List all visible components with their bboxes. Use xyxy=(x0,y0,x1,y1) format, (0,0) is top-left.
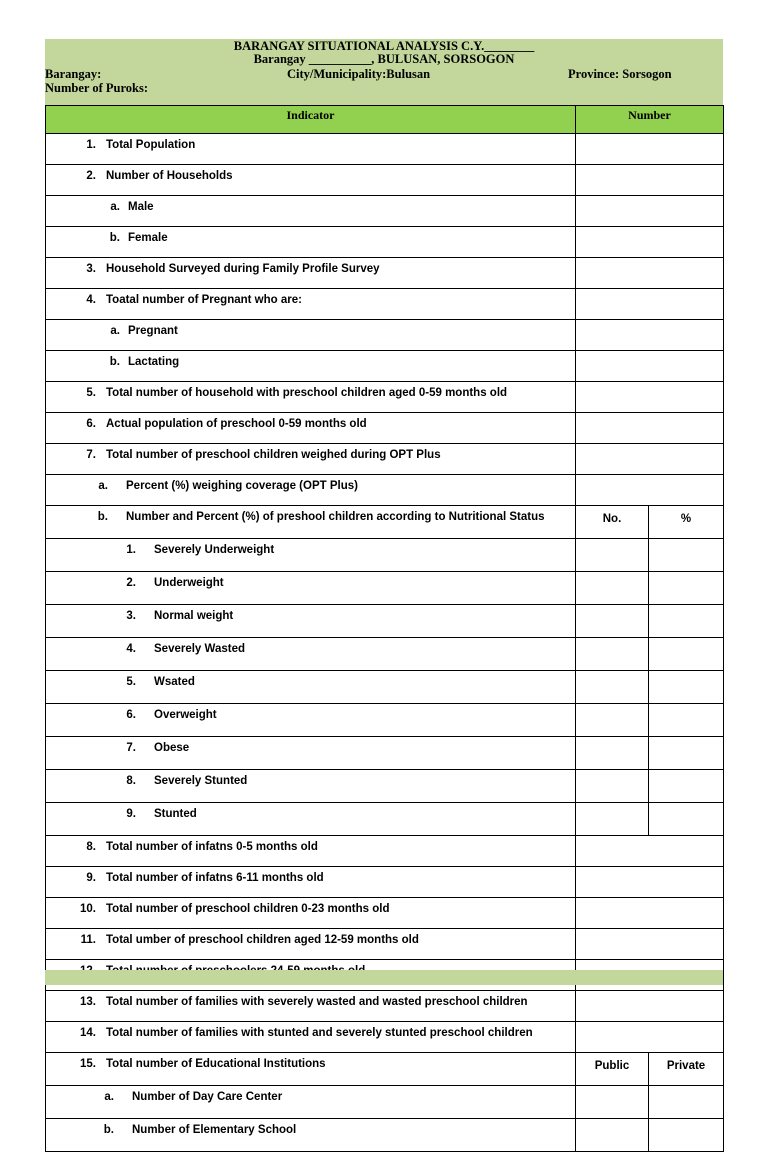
value-cell[interactable] xyxy=(576,227,724,258)
indicator-number: 4. xyxy=(126,643,136,655)
indicator-label: Severely Wasted xyxy=(154,643,245,655)
indicator-number: 8. xyxy=(126,775,136,787)
indicator-number: b. xyxy=(109,232,120,244)
value-cell-left[interactable] xyxy=(576,704,649,737)
indicator-cell xyxy=(46,320,576,351)
table-row xyxy=(46,605,724,638)
city-municipality-label: City/Municipality:Bulusan xyxy=(287,67,431,81)
indicator-number: 15. xyxy=(80,1058,96,1070)
indicator-label: Percent (%) weighing coverage (OPT Plus) xyxy=(126,480,358,492)
subcolumn-header-right: % xyxy=(649,506,724,539)
table-row xyxy=(46,671,724,704)
table-row xyxy=(46,1086,724,1119)
indicator-label: Wsated xyxy=(154,676,195,688)
indicator-cell xyxy=(46,572,576,605)
table-row xyxy=(46,737,724,770)
value-cell-right[interactable] xyxy=(649,1119,724,1152)
indicator-cell xyxy=(46,803,576,836)
value-cell[interactable] xyxy=(576,351,724,382)
indicator-label: Total number of Educational Institutions xyxy=(106,1058,326,1070)
table-row xyxy=(46,413,724,444)
subcolumn-header-left: Public xyxy=(576,1053,649,1086)
indicator-label: Normal weight xyxy=(154,610,234,622)
table-row xyxy=(46,289,724,320)
value-cell[interactable] xyxy=(576,258,724,289)
indicator-number: 3. xyxy=(86,263,96,275)
indicator-number: 3. xyxy=(126,610,136,622)
indicator-number: 2. xyxy=(86,170,96,182)
value-cell-right[interactable] xyxy=(649,1086,724,1119)
table-row xyxy=(46,475,724,506)
value-cell-left[interactable] xyxy=(576,638,649,671)
indicator-cell xyxy=(46,196,576,227)
indicator-cell xyxy=(46,506,576,539)
table-row xyxy=(46,382,724,413)
indicator-cell xyxy=(46,898,576,929)
indicator-label: Severely Underweight xyxy=(154,544,275,556)
indicator-label: Severely Stunted xyxy=(154,775,248,787)
indicator-label: Toatal number of Pregnant who are: xyxy=(106,294,302,306)
indicator-label: Pregnant xyxy=(128,325,178,337)
indicator-label: Number and Percent (%) of preshool children according to Nutritional Status xyxy=(126,511,545,523)
table-row xyxy=(46,803,724,836)
value-cell-left[interactable] xyxy=(576,737,649,770)
value-cell-right[interactable] xyxy=(649,803,724,836)
value-cell[interactable] xyxy=(576,382,724,413)
indicator-cell xyxy=(46,737,576,770)
indicator-label: Total number of household with preschool children aged 0-59 months old xyxy=(106,387,508,399)
value-cell[interactable] xyxy=(576,165,724,196)
table-row xyxy=(46,165,724,196)
barangay-label: Barangay: xyxy=(45,67,102,81)
indicator-cell xyxy=(46,671,576,704)
form-title: BARANGAY SITUATIONAL ANALYSIS C.Y.________ xyxy=(233,39,535,53)
indicator-cell xyxy=(46,289,576,320)
indicator-cell xyxy=(46,605,576,638)
table-row xyxy=(46,320,724,351)
indicator-number: b. xyxy=(109,356,120,368)
indicator-rows xyxy=(46,134,724,1152)
table-row xyxy=(46,770,724,803)
footer-band xyxy=(45,970,723,985)
value-cell-right[interactable] xyxy=(649,737,724,770)
value-cell[interactable] xyxy=(576,413,724,444)
value-cell-right[interactable] xyxy=(649,572,724,605)
indicator-number: 9. xyxy=(86,872,96,884)
indicator-cell xyxy=(46,1086,576,1119)
table-row xyxy=(46,506,724,539)
value-cell-left[interactable] xyxy=(576,605,649,638)
value-cell-left[interactable] xyxy=(576,770,649,803)
number-of-puroks-label: Number of Puroks: xyxy=(45,81,149,95)
table-row xyxy=(46,227,724,258)
table-row xyxy=(46,258,724,289)
indicator-label: Female xyxy=(128,232,168,244)
value-cell[interactable] xyxy=(576,444,724,475)
number-column-header: Number xyxy=(576,106,724,134)
table-row xyxy=(46,444,724,475)
table-row xyxy=(46,991,724,1022)
indicator-label: Underweight xyxy=(154,577,224,589)
indicator-cell xyxy=(46,165,576,196)
indicator-number: 10. xyxy=(80,903,96,915)
indicator-label: Obese xyxy=(154,742,190,754)
indicator-number: 1. xyxy=(86,139,96,151)
indicator-label: Total number of families with severely wasted and wasted preschool children xyxy=(106,996,528,1008)
indicator-label: Stunted xyxy=(154,808,197,820)
indicator-label: Household Surveyed during Family Profile Survey xyxy=(106,263,380,275)
value-cell-right[interactable] xyxy=(649,605,724,638)
indicator-cell xyxy=(46,227,576,258)
indicator-cell xyxy=(46,836,576,867)
indicator-label: Number of Elementary School xyxy=(132,1124,297,1136)
indicator-number: 9. xyxy=(126,808,136,820)
indicator-cell xyxy=(46,258,576,289)
indicator-label: Total number of preschool children weighed during OPT Plus xyxy=(106,449,441,461)
indicator-number: b. xyxy=(103,1124,114,1136)
indicator-label: Total number of infatns 0-5 months old xyxy=(106,841,318,853)
indicator-label: Total umber of preschool children aged 12-59 months old xyxy=(106,934,419,946)
value-cell-right[interactable] xyxy=(649,539,724,572)
value-cell-right[interactable] xyxy=(649,638,724,671)
indicator-number: a. xyxy=(110,325,120,337)
table-row xyxy=(46,638,724,671)
form-subtitle: Barangay __________, BULUSAN, SORSOGON xyxy=(253,52,515,66)
indicator-cell xyxy=(46,638,576,671)
indicator-label: Number of Households xyxy=(106,170,233,182)
indicator-label: Lactating xyxy=(128,356,180,368)
table-row xyxy=(46,1053,724,1086)
value-cell-left[interactable] xyxy=(576,1119,649,1152)
value-cell[interactable] xyxy=(576,836,724,867)
indicator-cell xyxy=(46,991,576,1022)
indicator-cell xyxy=(46,770,576,803)
form-sheet xyxy=(45,39,723,1136)
table-row xyxy=(46,836,724,867)
province-label: Province: Sorsogon xyxy=(568,67,672,81)
indicator-label: Overweight xyxy=(154,709,217,721)
indicator-label: Actual population of preschool 0-59 months old xyxy=(106,418,367,430)
indicator-label: Total Population xyxy=(106,139,196,151)
indicator-cell xyxy=(46,539,576,572)
indicator-number: 11. xyxy=(80,934,96,946)
indicator-cell xyxy=(46,134,576,165)
table-row xyxy=(46,572,724,605)
indicator-cell xyxy=(46,444,576,475)
indicator-number: 6. xyxy=(126,709,136,721)
indicator-cell xyxy=(46,413,576,444)
value-cell-right[interactable] xyxy=(649,704,724,737)
table-row xyxy=(46,539,724,572)
indicator-table xyxy=(45,105,724,1152)
indicator-number: 13. xyxy=(80,996,96,1008)
table-row xyxy=(46,867,724,898)
indicator-cell xyxy=(46,382,576,413)
indicator-cell xyxy=(46,929,576,960)
indicator-label: Number of Day Care Center xyxy=(132,1091,283,1103)
value-cell-right[interactable] xyxy=(649,770,724,803)
indicator-cell xyxy=(46,1022,576,1053)
indicator-label: Total number of preschool children 0-23 months old xyxy=(106,903,390,915)
value-cell-right[interactable] xyxy=(649,671,724,704)
indicator-number: 8. xyxy=(86,841,96,853)
value-cell[interactable] xyxy=(576,898,724,929)
indicator-cell xyxy=(46,1119,576,1152)
table-row xyxy=(46,134,724,165)
value-cell[interactable] xyxy=(576,929,724,960)
value-cell[interactable] xyxy=(576,320,724,351)
indicator-cell xyxy=(46,867,576,898)
table-row xyxy=(46,196,724,227)
indicator-number: 7. xyxy=(86,449,96,461)
indicator-number: a. xyxy=(110,201,120,213)
value-cell[interactable] xyxy=(576,475,724,506)
indicator-column-header: Indicator xyxy=(46,106,576,134)
table-row xyxy=(46,704,724,737)
indicator-number: 14. xyxy=(80,1027,96,1039)
indicator-number: 2. xyxy=(126,577,136,589)
indicator-number: 1. xyxy=(126,544,136,556)
value-cell-left[interactable] xyxy=(576,671,649,704)
value-cell-left[interactable] xyxy=(576,572,649,605)
value-cell[interactable] xyxy=(576,134,724,165)
value-cell[interactable] xyxy=(576,289,724,320)
value-cell[interactable] xyxy=(576,867,724,898)
value-cell[interactable] xyxy=(576,991,724,1022)
value-cell-left[interactable] xyxy=(576,539,649,572)
indicator-cell xyxy=(46,351,576,382)
indicator-number: 4. xyxy=(86,294,96,306)
indicator-label: Total number of infatns 6-11 months old xyxy=(106,872,324,884)
indicator-label: Male xyxy=(128,201,154,213)
value-cell[interactable] xyxy=(576,1022,724,1053)
form-header xyxy=(45,39,723,105)
indicator-number: 5. xyxy=(126,676,136,688)
indicator-cell xyxy=(46,475,576,506)
value-cell-left[interactable] xyxy=(576,803,649,836)
indicator-label: Total number of families with stunted and severely stunted preschool children xyxy=(106,1027,533,1039)
subcolumn-header-right: Private xyxy=(649,1053,724,1086)
indicator-number: 7. xyxy=(126,742,136,754)
table-row xyxy=(46,351,724,382)
table-row xyxy=(46,1022,724,1053)
table-row xyxy=(46,1119,724,1152)
indicator-cell xyxy=(46,704,576,737)
value-cell[interactable] xyxy=(576,196,724,227)
table-row xyxy=(46,929,724,960)
indicator-cell xyxy=(46,1053,576,1086)
subcolumn-header-left: No. xyxy=(576,506,649,539)
value-cell-left[interactable] xyxy=(576,1086,649,1119)
indicator-number: 5. xyxy=(86,387,96,399)
indicator-number: b. xyxy=(97,511,108,523)
indicator-number: 6. xyxy=(86,418,96,430)
indicator-number: a. xyxy=(98,480,108,492)
table-row xyxy=(46,898,724,929)
indicator-number: a. xyxy=(104,1091,114,1103)
